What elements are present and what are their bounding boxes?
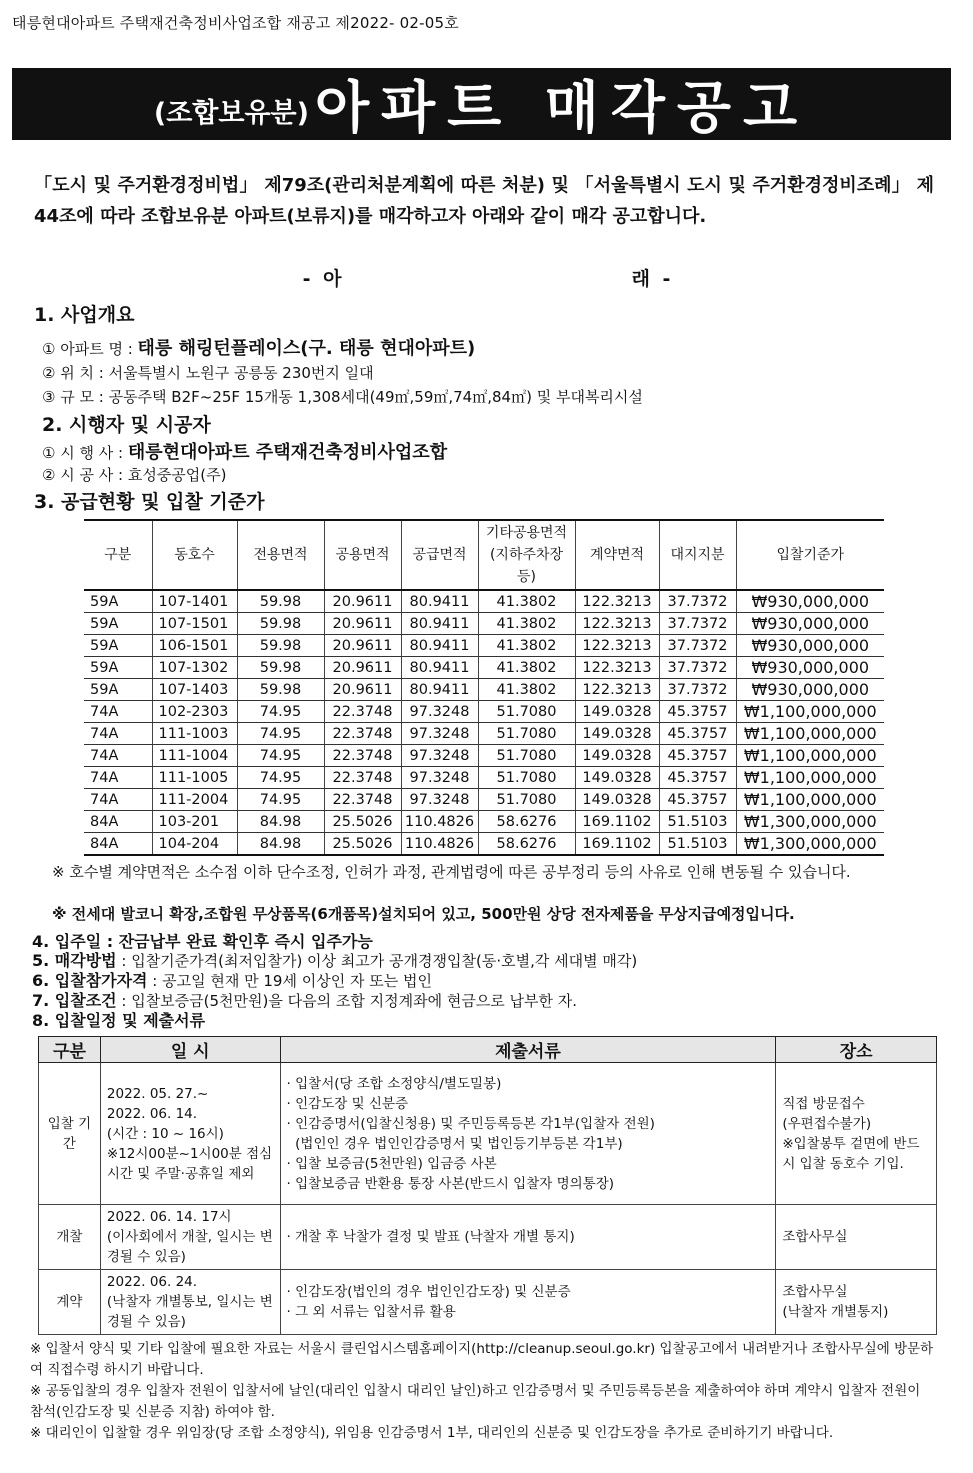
table-cell: 45.3757 bbox=[659, 723, 736, 745]
schedule-cell bbox=[100, 1205, 280, 1270]
below-heading: - 아 래 - bbox=[302, 268, 671, 290]
table-row bbox=[84, 635, 884, 657]
schedule-body bbox=[39, 1063, 937, 1335]
cell-line: 조합사무실 bbox=[782, 1284, 848, 1300]
schedule-cell bbox=[776, 1205, 937, 1270]
s1-item-scale: ③ 규 모 : 공동주택 B2F~25F 15개동 1,308세대(49㎡,59㎡,74㎡,84㎡) 및 부대복리시설 bbox=[42, 388, 643, 406]
table-cell: 169.1102 bbox=[575, 833, 659, 856]
s1-item-location: ② 위 치 : 서울특별시 노원구 공릉동 230번지 일대 bbox=[42, 364, 374, 382]
table-cell: 97.3248 bbox=[401, 767, 478, 789]
cell-line: 2022. 06. 14. bbox=[106, 1105, 198, 1122]
table-cell: 74A bbox=[84, 723, 152, 745]
table-cell: 22.3748 bbox=[324, 723, 401, 745]
table-row bbox=[84, 723, 884, 745]
supply-header-cell: 입찰기준가 bbox=[736, 520, 884, 590]
table-cell: ₩1,300,000,000 bbox=[736, 811, 884, 833]
table-cell: 41.3802 bbox=[478, 613, 575, 635]
table-cell: 97.3248 bbox=[401, 701, 478, 723]
supply-header-cell: 구분 bbox=[84, 520, 152, 590]
table-cell: ₩1,100,000,000 bbox=[736, 767, 884, 789]
section-7: 7. 입찰조건 : 입찰보증금(5천만원)을 다음의 조합 지정계좌에 현금으로 납부한 자. bbox=[32, 991, 578, 1010]
schedule-table bbox=[38, 1036, 937, 1335]
cell-line: · 입찰보증금 반환용 통장 사본(반드시 입찰자 명의통장) bbox=[286, 1175, 615, 1192]
table-cell: ₩930,000,000 bbox=[736, 635, 884, 657]
schedule-header-cell: 일 시 bbox=[100, 1037, 280, 1063]
schedule-header-cell: 구분 bbox=[39, 1037, 101, 1063]
cell-line: · 입찰 보증금(5천만원) 입금증 사본 bbox=[286, 1155, 497, 1172]
supply-header-cell: 전용면적 bbox=[237, 520, 324, 590]
table-cell: 80.9411 bbox=[401, 613, 478, 635]
section-3-title: 3. 공급현황 및 입찰 기준가 bbox=[34, 491, 265, 513]
table-cell: 106-1501 bbox=[152, 635, 237, 657]
table-cell: 20.9611 bbox=[324, 613, 401, 635]
schedule-row bbox=[39, 1270, 937, 1335]
table-cell: 149.0328 bbox=[575, 723, 659, 745]
title-prefix: (조합보유분) bbox=[153, 97, 309, 129]
schedule-header-row bbox=[39, 1037, 937, 1063]
table-cell: 37.7372 bbox=[659, 613, 736, 635]
table-cell: 37.7372 bbox=[659, 590, 736, 613]
table-cell: 80.9411 bbox=[401, 679, 478, 701]
supply-header-cell: 대지지분 bbox=[659, 520, 736, 590]
table-cell: 74A bbox=[84, 789, 152, 811]
table-cell: 58.6276 bbox=[478, 833, 575, 856]
table-cell: 22.3748 bbox=[324, 745, 401, 767]
cell-line: · 인감도장 및 신분증 bbox=[286, 1095, 409, 1112]
section-1-title: 1. 사업개요 bbox=[34, 304, 135, 326]
table-cell: 80.9411 bbox=[401, 657, 478, 679]
table-cell: 149.0328 bbox=[575, 767, 659, 789]
table-cell: ₩930,000,000 bbox=[736, 657, 884, 679]
table-cell: 111-2004 bbox=[152, 789, 237, 811]
table-row bbox=[84, 657, 884, 679]
cell-line: 입찰 기간 bbox=[47, 1115, 92, 1152]
cell-line: (낙찰자 개별통지) bbox=[782, 1304, 889, 1320]
table-cell: ₩930,000,000 bbox=[736, 590, 884, 613]
table-cell: 107-1403 bbox=[152, 679, 237, 701]
table-cell: 74A bbox=[84, 701, 152, 723]
table-cell: 80.9411 bbox=[401, 635, 478, 657]
table-cell: 74.95 bbox=[237, 723, 324, 745]
schedule-cell bbox=[39, 1063, 101, 1205]
table-cell: 51.7080 bbox=[478, 723, 575, 745]
supply-header-cell: 공급면적 bbox=[401, 520, 478, 590]
table-cell: 122.3213 bbox=[575, 657, 659, 679]
cell-line: (낙찰자 개별통보, 일시는 변경될 수 있음) bbox=[106, 1294, 273, 1330]
cell-line: 계약 bbox=[56, 1294, 83, 1310]
table-cell: 84A bbox=[84, 811, 152, 833]
table-cell: 41.3802 bbox=[478, 590, 575, 613]
page-title: 아파트 매각공고 bbox=[314, 76, 810, 141]
table-cell: ₩1,100,000,000 bbox=[736, 723, 884, 745]
supply-header-cell: 기타공용면적(지하주차장등) bbox=[478, 520, 575, 590]
section-6: 6. 입찰참가자격 : 공고일 현재 만 19세 이상인 자 또는 법인 bbox=[32, 971, 432, 990]
table-cell: 107-1501 bbox=[152, 613, 237, 635]
section-5: 5. 매각방법 : 입찰기준가격(최저입찰가) 이상 최고가 공개경쟁입찰(동·호별,각 세대별 매각) bbox=[32, 951, 638, 970]
table-row bbox=[84, 590, 884, 613]
table-cell: 74.95 bbox=[237, 767, 324, 789]
schedule-header-cell: 장소 bbox=[776, 1037, 937, 1063]
cell-line: (우편접수불가) bbox=[782, 1115, 872, 1132]
table-cell: 97.3248 bbox=[401, 745, 478, 767]
supply-header-cell: 공용면적 bbox=[324, 520, 401, 590]
schedule-cell bbox=[280, 1063, 776, 1205]
table-cell: ₩930,000,000 bbox=[736, 613, 884, 635]
title-banner bbox=[12, 68, 951, 140]
table-row bbox=[84, 789, 884, 811]
cell-line: 직접 방문접수 bbox=[782, 1095, 865, 1112]
note-balcony: ※ 전세대 발코니 확장,조합원 무상품목(6개품목)설치되어 있고, 500만원 상당 전자제품을 무상지급예정입니다. bbox=[52, 905, 795, 923]
table-cell: 45.3757 bbox=[659, 789, 736, 811]
table-cell: 149.0328 bbox=[575, 789, 659, 811]
table-cell: 25.5026 bbox=[324, 833, 401, 856]
schedule-cell bbox=[280, 1270, 776, 1335]
table-cell: 84A bbox=[84, 833, 152, 856]
table-cell: 25.5026 bbox=[324, 811, 401, 833]
schedule-header-cell: 제출서류 bbox=[280, 1037, 776, 1063]
cell-line: 개찰 bbox=[56, 1229, 83, 1245]
table-cell: 45.3757 bbox=[659, 745, 736, 767]
schedule-cell bbox=[776, 1270, 937, 1335]
table-cell: 22.3748 bbox=[324, 767, 401, 789]
cell-line: 조합사무실 bbox=[782, 1229, 848, 1245]
schedule-row bbox=[39, 1205, 937, 1270]
table-cell: 102-2303 bbox=[152, 701, 237, 723]
table-cell: 59.98 bbox=[237, 590, 324, 613]
table-cell: 51.5103 bbox=[659, 833, 736, 856]
table-row bbox=[84, 767, 884, 789]
table-cell: 59.98 bbox=[237, 613, 324, 635]
section-4: 4. 입주일 : 잔금납부 완료 확인후 즉시 입주가능 bbox=[32, 932, 373, 951]
table-cell: 41.3802 bbox=[478, 635, 575, 657]
schedule-cell bbox=[776, 1063, 937, 1205]
cell-line: ※12시00분~1시00분 점심시간 및 주말·공휴일 제외 bbox=[106, 1145, 273, 1182]
table-cell: 41.3802 bbox=[478, 657, 575, 679]
table-cell: 74A bbox=[84, 745, 152, 767]
table-cell: 51.7080 bbox=[478, 701, 575, 723]
footnote-2: ※ 공동입찰의 경우 입찰자 전원이 입찰서에 날인(대리인 입찰시 대리인 날인)하고 인감증명서 및 주민등록등본을 제출하여야 하며 계약시 입찰자 전원이 참석(인감도장 및 신분증 지참) 하여야 함. bbox=[30, 1383, 921, 1420]
s2-item-developer: ① 시 행 사 : 태릉현대아파트 주택재건축정비사업조합 bbox=[42, 442, 448, 463]
table-cell: 51.7080 bbox=[478, 745, 575, 767]
table-cell: ₩1,100,000,000 bbox=[736, 789, 884, 811]
table-cell: 122.3213 bbox=[575, 679, 659, 701]
table-cell: 74.95 bbox=[237, 701, 324, 723]
schedule-cell bbox=[39, 1270, 101, 1335]
supply-body bbox=[84, 590, 884, 855]
table-cell: 110.4826 bbox=[401, 811, 478, 833]
table-cell: 51.5103 bbox=[659, 811, 736, 833]
cell-line: (이사회에서 개찰, 일시는 변경될 수 있음) bbox=[106, 1229, 273, 1265]
notice-number: 태릉현대아파트 주택재건축정비사업조합 재공고 제2022- 02-05호 bbox=[12, 14, 459, 32]
table-cell: ₩1,300,000,000 bbox=[736, 833, 884, 856]
table-cell: 45.3757 bbox=[659, 701, 736, 723]
cell-line: 2022. 06. 14. 17시 bbox=[106, 1209, 232, 1225]
table-cell: 45.3757 bbox=[659, 767, 736, 789]
section-8-title: 8. 입찰일정 및 제출서류 bbox=[32, 1011, 206, 1030]
table-row bbox=[84, 745, 884, 767]
table-cell: 59.98 bbox=[237, 657, 324, 679]
table-cell: 111-1003 bbox=[152, 723, 237, 745]
note-area: ※ 호수별 계약면적은 소수점 이하 단수조정, 인허가 과정, 관계법령에 따른 공부정리 등의 사유로 인해 변동될 수 있습니다. bbox=[52, 863, 851, 881]
cell-line: · 인감도장(법인의 경우 법인인감도장) 및 신분증 bbox=[286, 1284, 571, 1300]
table-row bbox=[84, 679, 884, 701]
supply-header-cell: 계약면적 bbox=[575, 520, 659, 590]
table-cell: 169.1102 bbox=[575, 811, 659, 833]
s1-item-apt: ① 아파트 명 : 태릉 해링턴플레이스(구. 태릉 현대아파트) bbox=[42, 338, 476, 359]
supply-header-cell: 동호수 bbox=[152, 520, 237, 590]
table-cell: 59A bbox=[84, 679, 152, 701]
footnote-1: ※ 입찰서 양식 및 기타 입찰에 필요한 자료는 서울시 클린업시스템홈페이지(http://cleanup.seoul.go.kr) 입찰공고에서 내려받거나 조합사무실에 방문하여 직접수령 하시기 바랍니다. bbox=[30, 1341, 934, 1378]
table-cell: 51.7080 bbox=[478, 789, 575, 811]
table-cell: 37.7372 bbox=[659, 657, 736, 679]
cell-line: · 개찰 후 낙찰가 결정 및 발표 (낙찰자 개별 통지) bbox=[286, 1229, 575, 1245]
table-cell: 59A bbox=[84, 657, 152, 679]
schedule-row bbox=[39, 1063, 937, 1205]
table-cell: 103-201 bbox=[152, 811, 237, 833]
table-cell: 122.3213 bbox=[575, 635, 659, 657]
cell-line: · 그 외 서류는 입찰서류 활용 bbox=[286, 1304, 456, 1320]
table-cell: 84.98 bbox=[237, 811, 324, 833]
table-row bbox=[84, 833, 884, 856]
table-row bbox=[84, 811, 884, 833]
table-cell: 97.3248 bbox=[401, 723, 478, 745]
schedule-cell bbox=[39, 1205, 101, 1270]
schedule-cell bbox=[100, 1063, 280, 1205]
table-cell: 74.95 bbox=[237, 789, 324, 811]
table-cell: 122.3213 bbox=[575, 613, 659, 635]
table-row bbox=[84, 613, 884, 635]
table-cell: 22.3748 bbox=[324, 789, 401, 811]
table-row bbox=[84, 701, 884, 723]
supply-table bbox=[84, 519, 884, 856]
table-cell: 22.3748 bbox=[324, 701, 401, 723]
cell-line: (법인인 경우 법인인감증명서 및 법인등기부등본 각1부) bbox=[286, 1135, 623, 1152]
table-cell: 41.3802 bbox=[478, 679, 575, 701]
table-cell: 74A bbox=[84, 767, 152, 789]
table-cell: 51.7080 bbox=[478, 767, 575, 789]
table-cell: 104-204 bbox=[152, 833, 237, 856]
cell-line: (시간 : 10 ~ 16시) bbox=[106, 1125, 224, 1142]
table-cell: ₩1,100,000,000 bbox=[736, 745, 884, 767]
table-cell: 37.7372 bbox=[659, 635, 736, 657]
table-cell: 20.9611 bbox=[324, 679, 401, 701]
footnote-3: ※ 대리인이 입찰할 경우 위임장(당 조합 소정양식), 위임용 인감증명서 1부, 대리인의 신분증 및 인감도장을 추가로 준비하기기 바랍니다. bbox=[30, 1425, 834, 1441]
table-cell: 107-1302 bbox=[152, 657, 237, 679]
table-cell: 107-1401 bbox=[152, 590, 237, 613]
table-cell: 74.95 bbox=[237, 745, 324, 767]
table-cell: ₩930,000,000 bbox=[736, 679, 884, 701]
table-cell: 110.4826 bbox=[401, 833, 478, 856]
cell-line: · 입찰서(당 조합 소정양식/별도밀봉) bbox=[286, 1075, 502, 1092]
table-cell: 111-1004 bbox=[152, 745, 237, 767]
table-cell: 80.9411 bbox=[401, 590, 478, 613]
table-cell: 59A bbox=[84, 590, 152, 613]
table-cell: 149.0328 bbox=[575, 701, 659, 723]
cell-line: 2022. 05. 27.~ bbox=[106, 1085, 209, 1102]
table-cell: 20.9611 bbox=[324, 657, 401, 679]
section-2-title: 2. 시행자 및 시공자 bbox=[42, 414, 211, 436]
table-cell: 122.3213 bbox=[575, 590, 659, 613]
table-cell: 97.3248 bbox=[401, 789, 478, 811]
table-cell: 149.0328 bbox=[575, 745, 659, 767]
table-cell: 59.98 bbox=[237, 635, 324, 657]
table-cell: 84.98 bbox=[237, 833, 324, 856]
intro-paragraph: 「도시 및 주거환경정비법」 제79조(관리처분계획에 따른 처분) 및 「서울특별시 도시 및 주거환경정비조례」 제44조에 따라 조합보유분 아파트(보류지)를 매각하고자 아래와 같이 매각 공고합니다. bbox=[34, 175, 934, 227]
table-cell: 37.7372 bbox=[659, 679, 736, 701]
cell-line: 2022. 06. 24. bbox=[106, 1274, 198, 1290]
table-cell: 59A bbox=[84, 613, 152, 635]
s2-item-contractor: ② 시 공 사 : 효성중공업(주) bbox=[42, 466, 227, 484]
supply-header-row bbox=[84, 520, 884, 590]
table-cell: 59A bbox=[84, 635, 152, 657]
table-cell: 59.98 bbox=[237, 679, 324, 701]
cell-line: · 인감증명서(입찰신청용) 및 주민등록등본 각1부(입찰자 전원) bbox=[286, 1115, 655, 1132]
table-cell: 58.6276 bbox=[478, 811, 575, 833]
table-cell: 20.9611 bbox=[324, 590, 401, 613]
table-cell: 111-1005 bbox=[152, 767, 237, 789]
table-cell: ₩1,100,000,000 bbox=[736, 701, 884, 723]
schedule-cell bbox=[280, 1205, 776, 1270]
table-cell: 20.9611 bbox=[324, 635, 401, 657]
cell-line: ※입찰봉투 겉면에 반드시 입찰 동호수 기입. bbox=[782, 1135, 920, 1172]
schedule-cell bbox=[100, 1270, 280, 1335]
